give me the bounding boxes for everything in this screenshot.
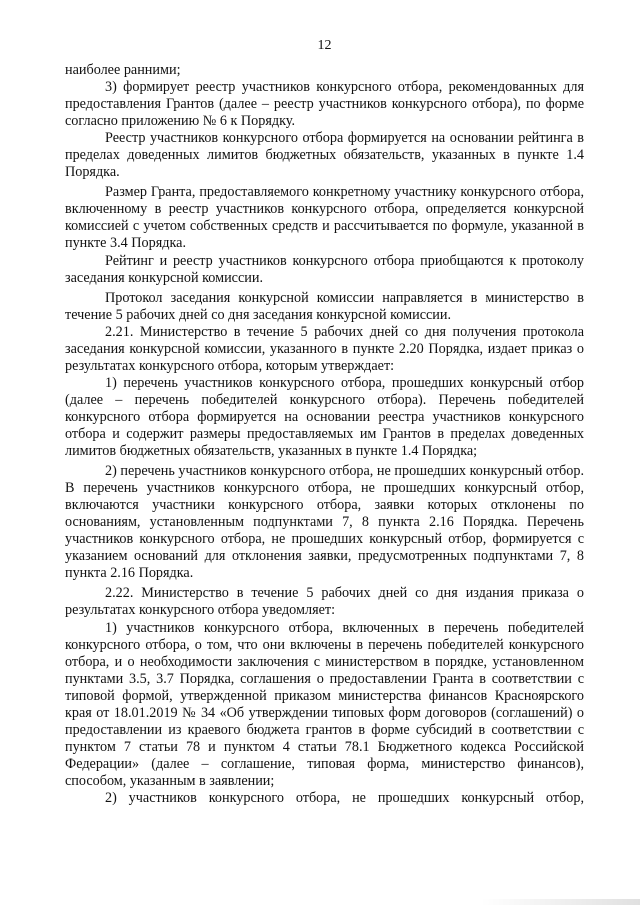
paragraph-registry-rating: Реестр участников конкурсного отбора формируется на основании рейтинга в пределах доведенных лимитов бюджетных обязательств, указанных в пункте 1.4 Порядка.: [65, 130, 584, 181]
paragraph-grant-size: Размер Гранта, предоставляемого конкретному участнику конкурсного отбора, включенному в реестр участников конкурсного отбора, определяется конкурсной комиссией с учетом собственных средств и рассчитывается по формуле, указанной в пункте 3.4 Порядка.: [65, 184, 584, 252]
paragraph-rating-attached: Рейтинг и реестр участников конкурсного отбора приобщаются к протоколу заседания конкурсной комиссии.: [65, 252, 584, 286]
paragraph-notify-non-winners: 2) участников конкурсного отбора, не прошедших конкурсный отбор,: [105, 789, 584, 806]
paragraph-protocol-sent: Протокол заседания конкурсной комиссии направляется в министерство в течение 5 рабочих дней со дня заседания конкурсной комиссии.: [65, 289, 584, 323]
paragraph-registry-formation: 3) формирует реестр участников конкурсного отбора, рекомендованных для предоставления Грантов (далее – реестр участников конкурсного отбора), по форме согласно приложению № 6 к Порядку.: [65, 79, 584, 130]
paragraph-2-22: 2.22. Министерство в течение 5 рабочих дней со дня издания приказа о результатах конкурсного отбора уведомляет:: [65, 585, 584, 619]
scan-edge-shadow: [480, 899, 640, 905]
document-body: [65, 62, 584, 807]
paragraph-notify-winners: 1) участников конкурсного отбора, включенных в перечень победителей конкурсного отбора, о том, что они включены в перечень победителей конкурсного отбора, и о необходимости заключения с министерством в порядке, установленном пунктами 3.5, 3.7 Порядка, соглашения о предоставлении Гранта в соответствии с типовой формой, утвержденной приказом министерства финансов Красноярского края от 18.01.2019 № 34 «Об утверждении типовых форм договоров (соглашений) о предоставлении из краевого бюджета грантов в форме субсидий в соответствии с пунктом 7 статьи 78 и пунктом 4 статьи 78.1 Бюджетного кодекса Российской Федерации» (далее – соглашение, типовая форма, министерство финансов), способом, указанным в заявлении;: [65, 619, 584, 789]
paragraph-continuation: наиболее ранними;: [65, 62, 181, 78]
paragraph-winners-list: 1) перечень участников конкурсного отбора, прошедших конкурсный отбор (далее – перечень победителей конкурсного отбора). Перечень победителей конкурсного отбора формируется на основании реестра участников конкурсного отбора и содержит размеры предоставляемых им Грантов в пределах доведенных лимитов бюджетных обязательств, указанных в пункте 1.4 Порядка;: [65, 374, 584, 460]
paragraph-2-21: 2.21. Министерство в течение 5 рабочих дней со дня получения протокола заседания конкурсной комиссии, указанного в пункте 2.20 Порядка, издает приказ о результатах конкурсного отбора, которым утверждает:: [65, 323, 584, 374]
paragraph-non-winners-list: 2) перечень участников конкурсного отбора, не прошедших конкурсный отбор. В перечень участников конкурсного отбора, не прошедших конкурсный отбор, включаются участники конкурсного отбора, заявки которых отклонены по основаниям, установленным подпунктами 7, 8 пункта 2.16 Порядка. Перечень участников конкурсного отбора, не прошедших конкурсный отбор, формируется с указанием оснований для отклонения заявки, предусмотренных подпунктами 7, 8 пункта 2.16 Порядка.: [65, 463, 584, 582]
page-number: 12: [317, 38, 332, 53]
